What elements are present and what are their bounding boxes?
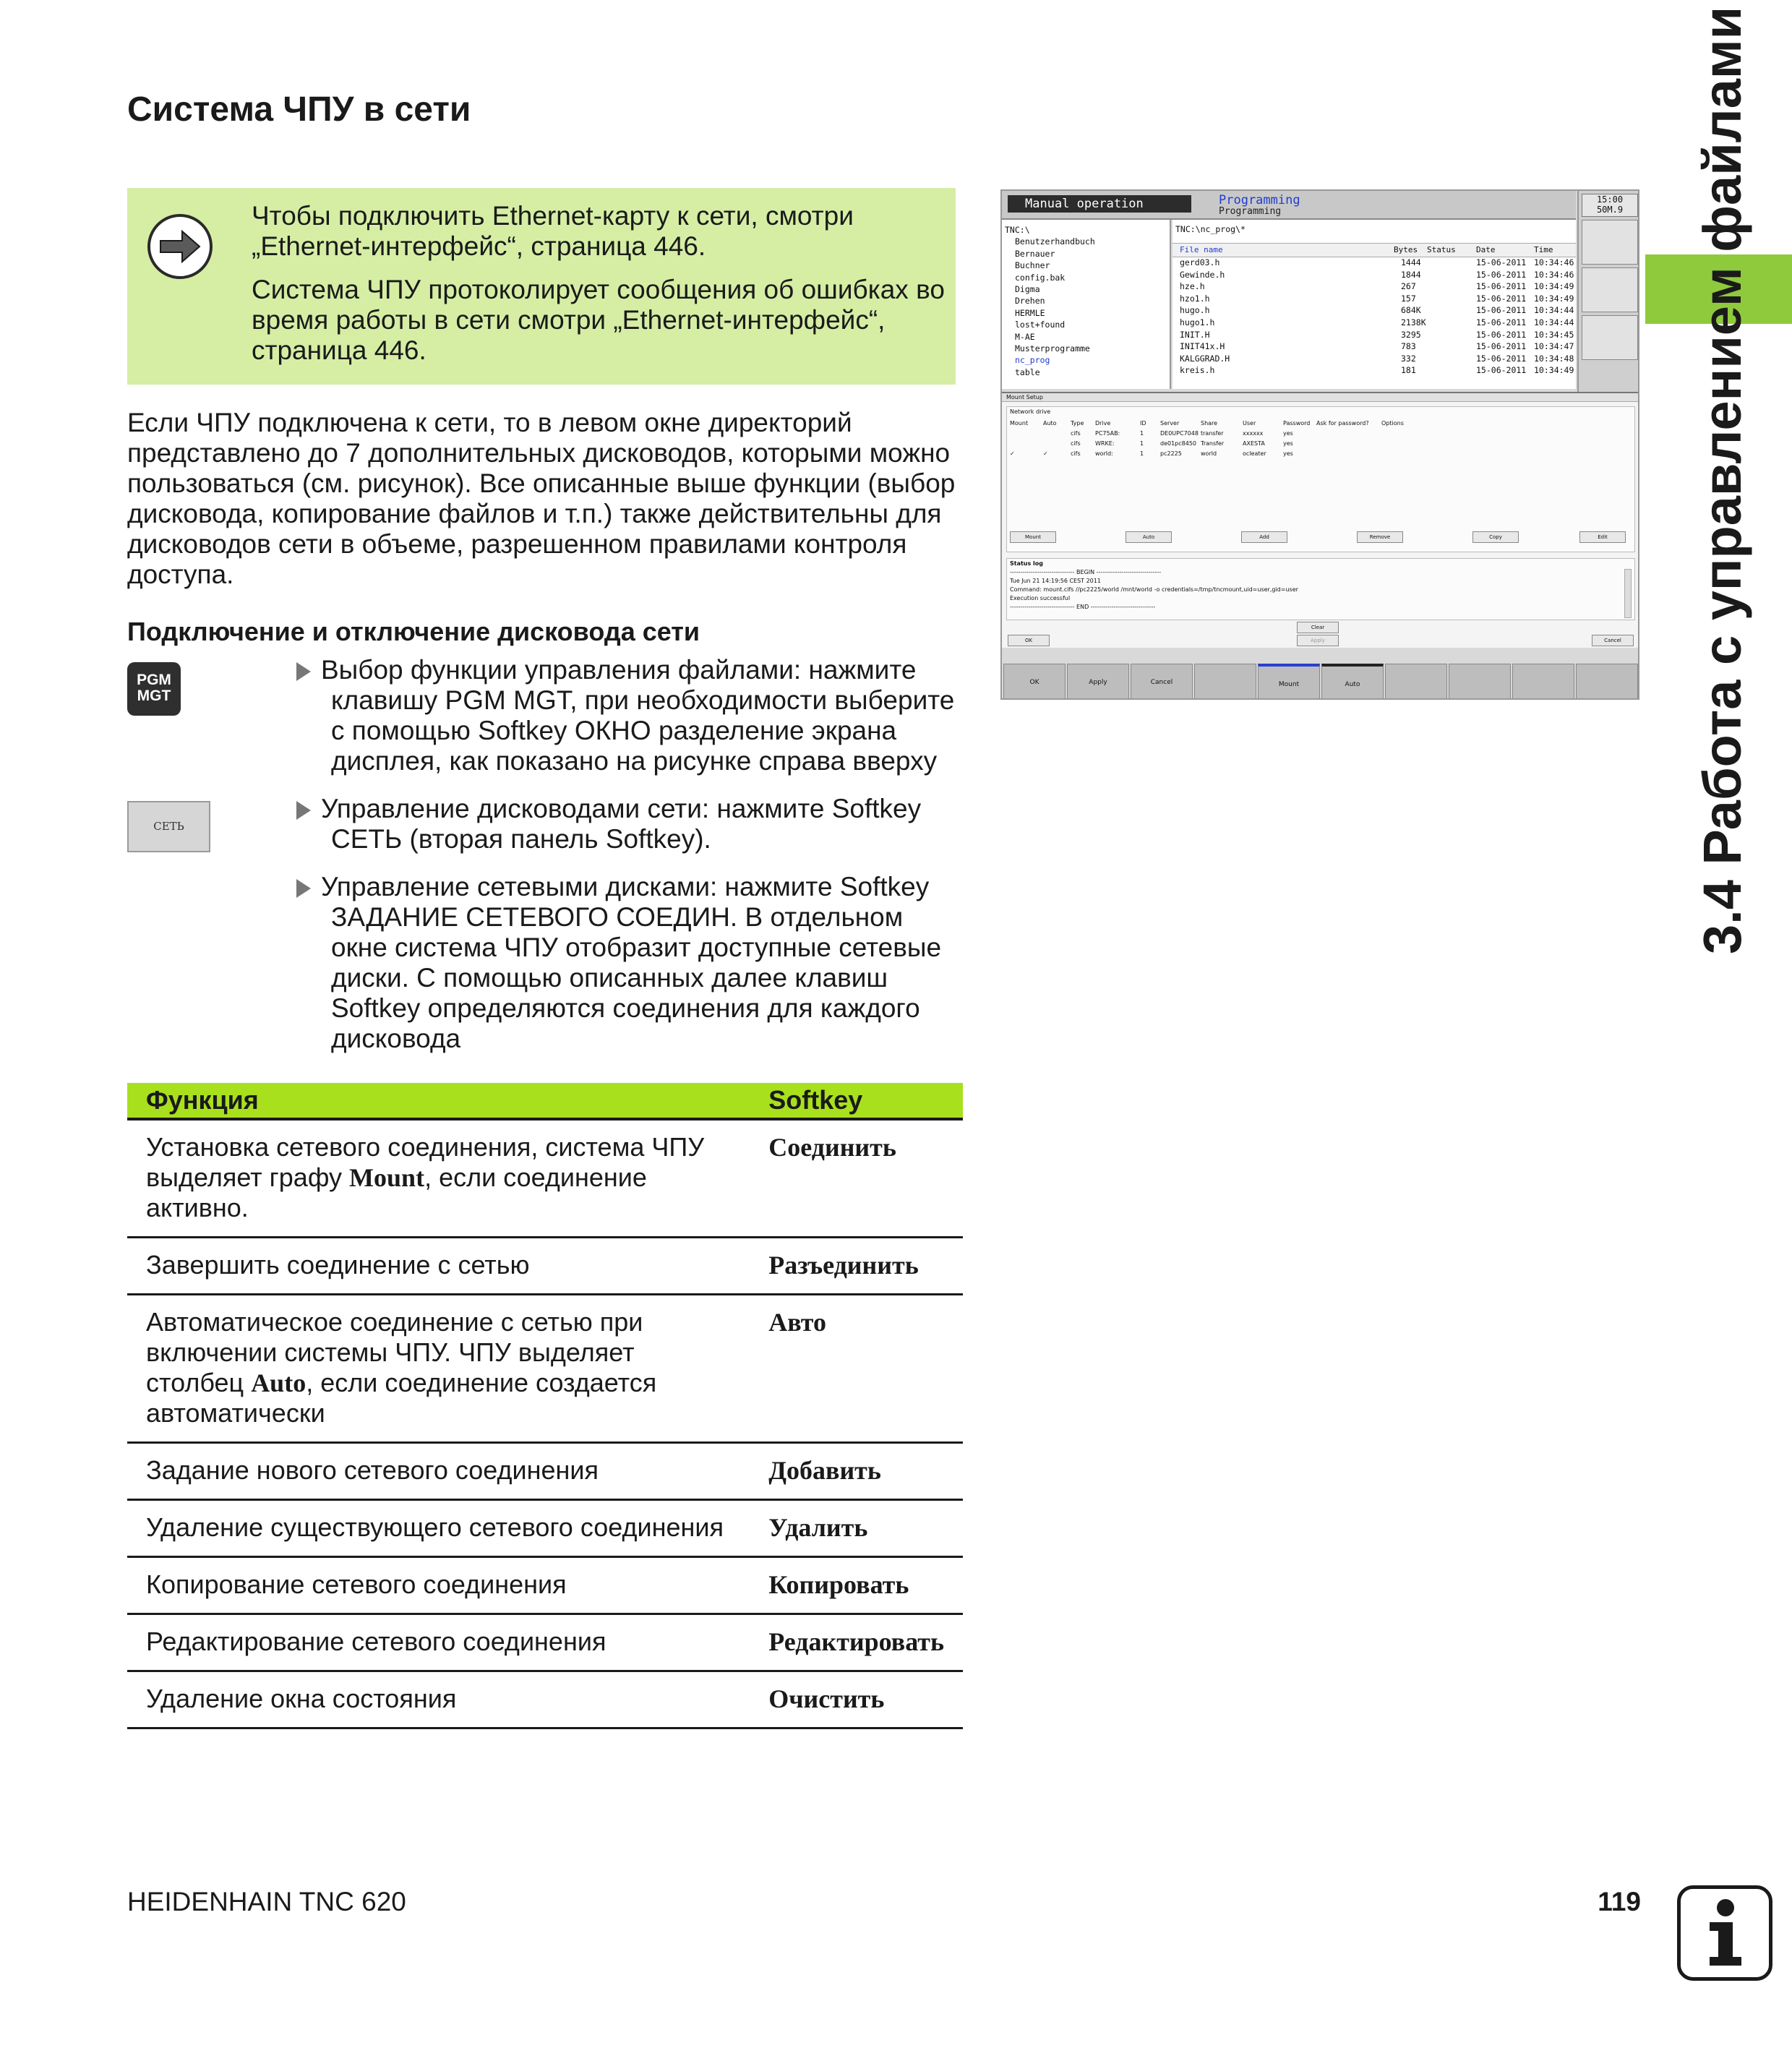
page-title: Система ЧПУ в сети	[127, 90, 471, 129]
mode-bar	[1002, 191, 1576, 220]
table-row	[127, 1557, 963, 1614]
net-cell: WRKE:	[1095, 440, 1115, 447]
note-box	[127, 188, 956, 385]
net-column-header: Ask for password?	[1316, 420, 1369, 427]
net-column-header: Type	[1071, 420, 1084, 427]
net-cell: yes	[1283, 430, 1293, 437]
net-cell: cifs	[1071, 430, 1081, 437]
file-row[interactable]	[1172, 305, 1576, 317]
file-cell: kreis.h	[1180, 365, 1215, 376]
status-log-line: ------------------------------- END -------------------------------	[1010, 604, 1156, 610]
note-paragraph: Чтобы подключить Ethernet-карту к сети, смотри „Ethernet-интерфейс“, страница 446.	[252, 201, 854, 261]
net-column-header: Drive	[1095, 420, 1111, 427]
function-text: Автоматическое соединение с сетью при включении системы ЧПУ. ЧПУ выделяет столбец	[146, 1307, 643, 1397]
softkey[interactable]	[1512, 664, 1574, 700]
softkey-cell: Соединить	[755, 1119, 963, 1238]
function-table	[127, 1083, 963, 1729]
file-cell: hzo1.h	[1180, 293, 1210, 304]
net-cell: ocleater	[1243, 450, 1266, 457]
dialog-button[interactable]: Add	[1241, 531, 1287, 543]
file-cell: 332	[1401, 353, 1416, 364]
file-cell: gerd03.h	[1180, 257, 1220, 267]
file-cell: 10:34:45	[1534, 329, 1574, 340]
file-cell: INIT41x.H	[1180, 341, 1225, 352]
file-column-header[interactable]: Status	[1427, 245, 1456, 254]
file-cell: 10:34:49	[1534, 365, 1574, 376]
net-cell: world:	[1095, 450, 1113, 457]
function-cell	[127, 1557, 755, 1614]
file-cell: 684K	[1401, 305, 1421, 316]
cnc-screenshot	[1000, 189, 1639, 700]
file-row[interactable]	[1172, 257, 1576, 269]
net-cell: yes	[1283, 450, 1293, 457]
table-row	[127, 1295, 963, 1443]
file-cell: 10:34:48	[1534, 353, 1574, 364]
function-cell	[127, 1671, 755, 1728]
directory-tree	[1002, 220, 1171, 389]
function-text: Задание нового сетевого соединения	[146, 1455, 599, 1485]
file-cell: 15-06-2011	[1476, 317, 1527, 327]
status-log-group	[1006, 558, 1635, 620]
step-text: Выбор функции управления файлами: нажмите клавишу PGM MGT, при необходимости выберите с помощью Softkey ОКНО разделение экрана дисплея, как показано на рисунке справа вверху	[321, 655, 955, 776]
net-column-header: Share	[1201, 420, 1218, 427]
tool-icon	[1582, 315, 1638, 360]
softkey-cell: Очистить	[755, 1671, 963, 1728]
network-softkey-icon: СЕТЬ	[127, 801, 210, 852]
file-row[interactable]	[1172, 330, 1576, 341]
file-cell: 10:34:46	[1534, 257, 1574, 267]
file-cell: 15-06-2011	[1476, 365, 1527, 376]
file-row[interactable]	[1172, 270, 1576, 281]
column-name: Auto	[251, 1368, 306, 1397]
tree-item[interactable]: Buchner	[1015, 260, 1050, 271]
file-cell: INIT.H	[1180, 329, 1210, 340]
function-text: Удаление существующего сетевого соединения	[146, 1512, 724, 1542]
file-cell: 15-06-2011	[1476, 293, 1527, 304]
file-cell: 157	[1401, 293, 1416, 304]
net-cell: cifs	[1071, 450, 1081, 457]
dialog-button[interactable]: Edit	[1579, 531, 1626, 543]
softkey[interactable]: Apply	[1067, 664, 1129, 700]
status-log-line: Execution successful	[1010, 595, 1071, 601]
net-column-header: Auto	[1043, 420, 1057, 427]
function-text: , если соединение активно.	[146, 1162, 647, 1222]
net-column-header: User	[1243, 420, 1256, 427]
pgm-mgt-key-icon	[127, 662, 181, 716]
tree-item[interactable]: M-AE	[1015, 331, 1035, 342]
tree-item[interactable]: Bernauer	[1015, 248, 1055, 259]
column-name: Mount	[349, 1163, 425, 1192]
mode-programming	[1197, 194, 1595, 215]
table-row	[127, 1614, 963, 1671]
table-row	[127, 1500, 963, 1557]
net-cell: world	[1201, 450, 1217, 457]
function-text: Установка сетевого соединения, система ЧПУ выделяет графу	[146, 1132, 705, 1192]
net-cell: pc2225	[1160, 450, 1182, 457]
file-column-header[interactable]: Time	[1534, 245, 1553, 254]
file-cell: 3295	[1401, 329, 1421, 340]
status-log-line: Command: mount.cifs //pc2225/world /mnt/world -o credentials=/tmp/tncmount,uid=user,gid=user	[1010, 586, 1298, 593]
net-cell: 1	[1140, 440, 1144, 447]
softkey[interactable]	[1385, 664, 1447, 700]
file-cell: 1844	[1401, 269, 1421, 280]
function-cell	[127, 1295, 755, 1443]
file-cell: 15-06-2011	[1476, 329, 1527, 340]
net-checkbox[interactable]: ✓	[1043, 450, 1048, 457]
net-cell: yes	[1283, 440, 1293, 447]
net-cell: AXESTA	[1243, 440, 1265, 447]
step-text: Управление сетевыми дисками: нажмите Softkey ЗАДАНИЕ СЕТЕВОГО СОЕДИН. В отдельном окне система ЧПУ отобразит доступные сетевые диски. С помощью описанных далее клавиш Softkey определяются соединения для каждого дисковода	[321, 872, 942, 1053]
file-cell: 15-06-2011	[1476, 281, 1527, 292]
function-text: Редактирование сетевого соединения	[146, 1627, 606, 1656]
clear-button[interactable]: Clear	[1297, 622, 1339, 633]
bullet-triangle-icon	[296, 879, 311, 898]
footer-title: HEIDENHAIN TNC 620	[127, 1887, 406, 1916]
file-cell: 267	[1401, 281, 1416, 292]
ok-button[interactable]: OK	[1008, 635, 1050, 646]
clock	[1582, 194, 1638, 217]
file-cell: 15-06-2011	[1476, 305, 1527, 316]
file-cell: 2138K	[1401, 317, 1426, 327]
column-header: Softkey	[755, 1083, 963, 1119]
softkey-cell: Удалить	[755, 1500, 963, 1557]
softkey[interactable]: Mount	[1258, 664, 1320, 700]
mount-setup-dialog	[1002, 392, 1639, 648]
bullet-triangle-icon	[296, 801, 311, 820]
section-heading: Подключение и отключение дисковода сети	[127, 617, 700, 646]
file-cell: Gewinde.h	[1180, 269, 1225, 280]
table-row	[127, 1119, 963, 1238]
table-header-row	[127, 1083, 963, 1119]
softkey[interactable]	[1194, 664, 1256, 700]
tree-item[interactable]: Musterprogramme	[1015, 343, 1090, 354]
table-row	[127, 1671, 963, 1728]
mode-sub-label: Programming	[1219, 206, 1282, 217]
net-column-header: Mount	[1010, 420, 1029, 427]
function-cell	[127, 1614, 755, 1671]
softkey-cell: Копировать	[755, 1557, 963, 1614]
scrollbar[interactable]	[1624, 569, 1632, 618]
dialog-button[interactable]: Auto	[1126, 531, 1172, 543]
file-cell: 10:34:44	[1534, 305, 1574, 316]
softkey-cell: Добавить	[755, 1443, 963, 1500]
network-drive-group	[1006, 406, 1635, 552]
file-cell: 1444	[1401, 257, 1421, 267]
group-label: Network drive	[1010, 408, 1051, 415]
file-column-header[interactable]: Date	[1476, 245, 1496, 254]
net-column-header: Server	[1160, 420, 1180, 427]
clock-time: 15:00	[1596, 194, 1624, 205]
tree-item[interactable]: Benutzerhandbuch	[1015, 236, 1095, 247]
file-row[interactable]	[1172, 354, 1576, 365]
softkey[interactable]: Auto	[1321, 664, 1384, 700]
tree-item[interactable]: lost+found	[1015, 320, 1066, 330]
note-paragraph: Система ЧПУ протоколирует сообщения об ошибках во время работы в сети смотри „Ethernet-интерфейс“, страница 446.	[252, 275, 945, 365]
function-cell	[127, 1443, 755, 1500]
file-row[interactable]	[1172, 365, 1576, 377]
softkey-cell: Авто	[755, 1295, 963, 1443]
bullet-triangle-icon	[296, 662, 311, 681]
file-list-header	[1172, 243, 1576, 257]
file-cell: 181	[1401, 365, 1416, 376]
file-row[interactable]	[1172, 317, 1576, 329]
chapter-side-title: 3.4 Работа с управлением файлами	[1692, 6, 1752, 954]
tree-item[interactable]: Drehen	[1015, 296, 1045, 307]
softkey[interactable]: OK	[1003, 664, 1066, 700]
net-cell: xxxxxx	[1243, 430, 1264, 437]
dialog-button[interactable]: Mount	[1010, 531, 1056, 543]
tree-item[interactable]: HERMLE	[1015, 307, 1045, 318]
path-field: TNC:\nc_prog\*	[1175, 224, 1246, 234]
net-cell: cifs	[1071, 440, 1081, 447]
mode-label: Programming	[1219, 193, 1300, 207]
net-cell: DE0UPC7048	[1160, 430, 1199, 437]
apply-button[interactable]: Apply	[1297, 635, 1339, 646]
clock-sub: 50M.9	[1596, 205, 1624, 215]
group-label: Status log	[1010, 560, 1044, 567]
tree-item[interactable]: Digma	[1015, 284, 1040, 295]
net-cell: de01pc8450	[1160, 440, 1197, 447]
function-text: Завершить соединение с сетью	[146, 1250, 530, 1280]
function-text: , если соединение создается автоматически	[146, 1368, 657, 1428]
net-checkbox[interactable]: ✓	[1010, 450, 1015, 457]
file-cell: 10:34:49	[1534, 281, 1574, 292]
file-row[interactable]	[1172, 281, 1576, 293]
net-column-header: ID	[1140, 420, 1146, 427]
step-item	[296, 655, 961, 776]
function-cell	[127, 1238, 755, 1295]
net-column-header: Options	[1381, 420, 1404, 427]
info-icon	[1677, 1885, 1772, 1981]
function-text: Копирование сетевого соединения	[146, 1569, 567, 1599]
file-list	[1172, 220, 1576, 389]
net-cell: 1	[1140, 450, 1144, 457]
tree-item[interactable]: TNC:\	[1005, 225, 1030, 235]
page-number: 119	[1598, 1887, 1641, 1916]
file-column-header[interactable]: File name	[1180, 245, 1223, 254]
tree-item[interactable]: table	[1015, 367, 1040, 377]
file-row[interactable]	[1172, 294, 1576, 305]
key-label: PGM	[137, 672, 171, 688]
file-cell: 15-06-2011	[1476, 257, 1527, 267]
net-cell: Transfer	[1201, 440, 1225, 447]
function-text: Удаление окна состояния	[146, 1684, 457, 1713]
machine-icon	[1582, 220, 1638, 265]
tree-item[interactable]: nc_prog	[1015, 355, 1050, 366]
file-cell: hugo.h	[1180, 305, 1210, 316]
column-header: Функция	[127, 1083, 755, 1119]
cancel-button[interactable]: Cancel	[1592, 635, 1634, 646]
file-cell: 15-06-2011	[1476, 341, 1527, 352]
key-label: MGT	[137, 687, 171, 704]
dialog-button[interactable]: Remove	[1357, 531, 1403, 543]
function-cell	[127, 1500, 755, 1557]
table-row	[127, 1443, 963, 1500]
file-cell: hze.h	[1180, 281, 1205, 292]
status-log-line: Tue Jun 21 14:19:56 CEST 2011	[1010, 578, 1101, 584]
dialog-title: Mount Setup	[1002, 393, 1639, 402]
file-cell: 783	[1401, 341, 1416, 352]
mode-manual-operation: Manual operation	[1008, 195, 1191, 213]
status-log-line: ------------------------------- BEGIN -------------------------------	[1010, 569, 1162, 575]
spindle-icon	[1582, 267, 1638, 312]
softkey-cell: Разъединить	[755, 1238, 963, 1295]
dialog-button[interactable]: Copy	[1472, 531, 1519, 543]
file-cell: 10:34:44	[1534, 317, 1574, 327]
softkey[interactable]: Cancel	[1131, 664, 1193, 700]
net-cell: transfer	[1201, 430, 1224, 437]
file-cell: 15-06-2011	[1476, 353, 1527, 364]
softkey-cell: Редактировать	[755, 1614, 963, 1671]
file-row[interactable]	[1172, 341, 1576, 353]
file-cell: hugo1.h	[1180, 317, 1215, 327]
file-cell: 10:34:46	[1534, 269, 1574, 280]
net-cell: 1	[1140, 430, 1144, 437]
note-text	[252, 201, 946, 379]
softkey[interactable]	[1576, 664, 1638, 700]
step-text: Управление дисководами сети: нажмите Softkey СЕТЬ (вторая панель Softkey).	[321, 794, 922, 854]
step-item	[296, 872, 961, 1054]
intro-paragraph: Если ЧПУ подключена к сети, то в левом окне директорий представлено до 7 дополнительных дисководов, которыми можно пользоваться (см. рисунок). Все описанные выше функции (выбор дисковода, копирование файлов и т.п.) также действительны для дисководов сети в объеме, разрешенном правилами контроля доступа.	[127, 408, 956, 589]
net-column-header: Password	[1283, 420, 1311, 427]
table-row	[127, 1238, 963, 1295]
softkey[interactable]	[1449, 664, 1511, 700]
tree-item[interactable]: config.bak	[1015, 272, 1066, 283]
file-cell: 15-06-2011	[1476, 269, 1527, 280]
function-cell	[127, 1119, 755, 1238]
net-cell: PC75AB:	[1095, 430, 1120, 437]
file-cell: KALGGRAD.H	[1180, 353, 1230, 364]
step-item	[296, 794, 961, 854]
arrow-right-icon	[147, 214, 213, 279]
file-cell: 10:34:47	[1534, 341, 1574, 352]
file-cell: 10:34:49	[1534, 293, 1574, 304]
file-column-header[interactable]: Bytes	[1394, 245, 1418, 254]
